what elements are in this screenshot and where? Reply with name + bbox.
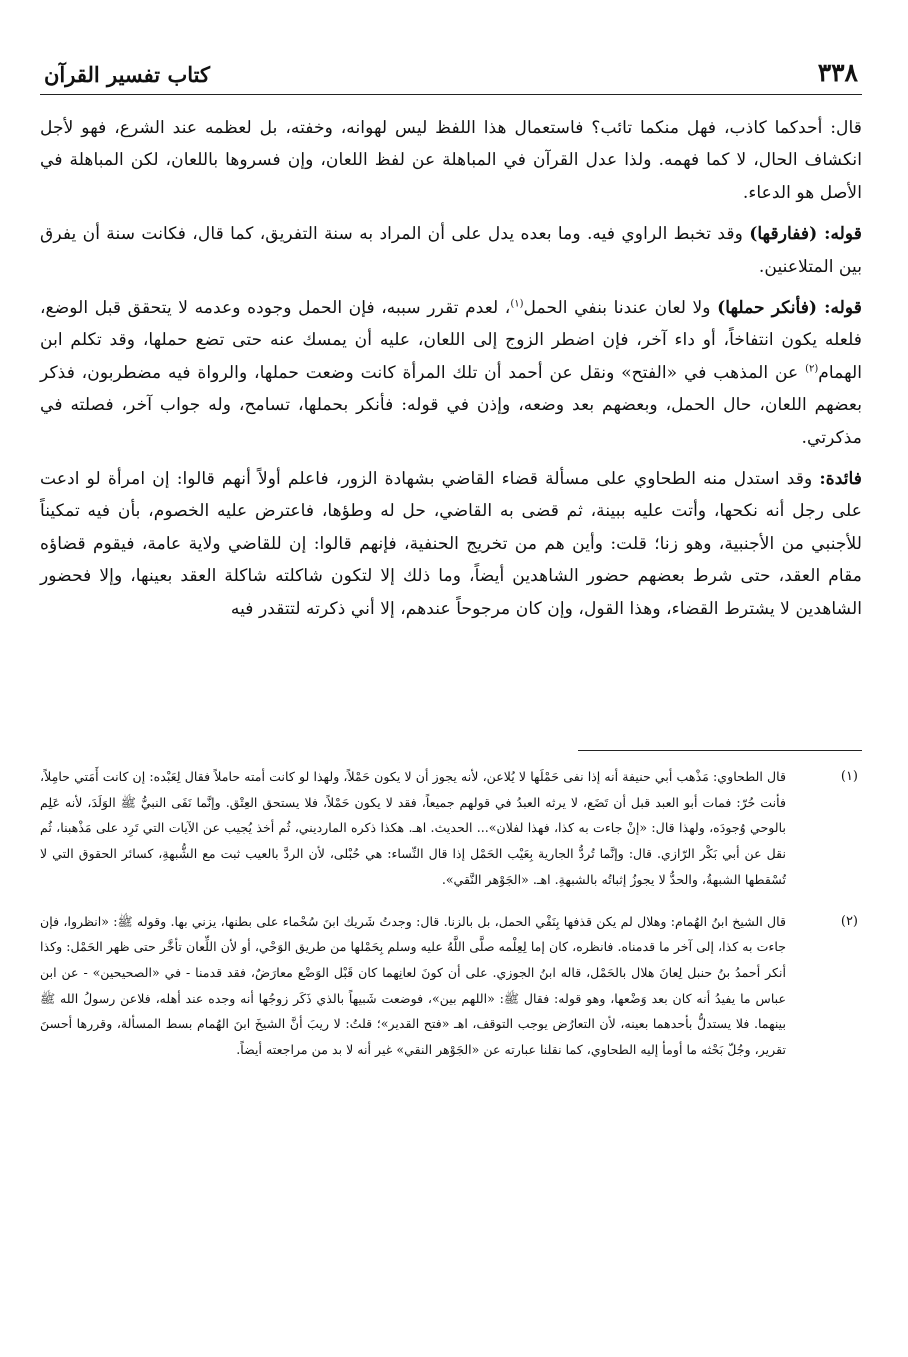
paragraph-lead: قوله: (ففارقها) <box>749 224 862 245</box>
footnote-separator <box>578 750 862 751</box>
footnotes <box>40 764 862 1079</box>
paragraph-3 <box>40 292 862 454</box>
paragraph-4 <box>40 463 862 625</box>
footnote-ref-1[interactable]: (١) <box>510 298 524 310</box>
paragraph-text: ولا لعان عندنا بنفي الحمل <box>523 298 718 319</box>
footnote-2 <box>40 909 862 1063</box>
main-text <box>40 112 862 634</box>
running-title: كتاب تفسير القرآن <box>44 62 210 87</box>
footnote-number: (١) <box>840 769 858 784</box>
book-page <box>40 0 862 1357</box>
paragraph-text: وقد استدل منه الطحاوي على مسألة قضاء القاضي بشهادة الزور، فاعلم أولاً أنهم قالوا: إن امرأة لو ادعت على رجل أنه نكحها، وأتت عليه ببينة، ثم قضى به القاضي، حل له وطؤها، فاعترض عليه الخصوم، بأن فيه تمكيناً للأجنبي من الأجنبية، وهو زنا؛ قلت: وأين هم من تخريج الحنفية، فإنهم قالوا: إن للقاضي ولاية عامة، فيقوم قضاؤه مقام العقد، حتى شرط بعضهم حضور الشاهدين أيضاً، وما ذلك إلا لتكون شاكلته شاكلة العقد بعينها، وإلا فحضور الشاهدين لا يشترط القضاء، وهذا القول، وإن كان مرجوحاً عندهم، إلا أني ذكرته لتتقدر فيه <box>40 469 862 619</box>
paragraph-lead: فائدة: <box>819 469 862 490</box>
footnote-1 <box>40 764 862 893</box>
paragraph-text: عن المذهب في «الفتح» ونقل عن أحمد أن تلك المرأة كانت وضعت حملها، والرواة فيه مضطربون، فذكر بعضهم اللعان، حال الحمل، وبعضهم بعد وضعه، وإذن في قوله: فأنكر بحملها، تسامح، وله جواب آخر، فصلته في مذكرتي. <box>40 362 862 448</box>
footnote-ref-2[interactable]: (٢) <box>805 363 819 375</box>
paragraph-1 <box>40 112 862 209</box>
paragraph-text: ، لعدم تقرر سببه، فإن الحمل وجوده وعدمه لا يتحقق قبل الوضع، فلعله يكون انتفاخاً، أو داء آخر، فإن اضطر الزوج إلى اللعان، عليه أن يمسك عنه حتى تضع حملها، وقد تكلم ابن الهمام <box>40 298 862 383</box>
paragraph-lead: قوله: (فأنكر حملها) <box>717 298 862 319</box>
footnote-number: (٢) <box>840 913 858 929</box>
page-header <box>40 52 862 95</box>
footnote-text: قال الطحاوي: مَذْهب أبي حنيفة أنه إذا نفى حَمْلَها لا يُلاعن، لأنه يجوز أن لا يكون حَمْلاً، ولهذا لو كانت أمته حاملاً فقال لِعَبْده: إن كانت أَمَتي حامِلاً، فأنت حُرّ: فمات أبو العبد قبل أن تَضَع، لا يرثه العبدُ في قولهم جميعاً، فقد لا يكون حَمْلاً، فلا يستحق العِتْق. وإنَّما نَفَى النبيُّ ﷺ الوَلَدَ، لأنه عَلِم بالوحي وُجودَه، ولهذا قال: «إنْ جاءت به كذا، فهذا لفلان»... الحديث. اهـ. هكذا ذكره المارديني، ثُم أخذ يُجيب عن الآيات التي تَرِد على مَذْهبنا، ثُم نقل عن أبي بَكْر الرّازي. قال: وإنَّما تُردُّ الجارية بِعَيْب الحَمْل إذا قال النِّساء: هي حُبْلى، لأن الردَّ بالعيب ثبت مع الشُّبهةِ، كسائر الحقوق التي لا تُسْقطها الشبهةُ، والحدُّ لا يجوزُ إثباتُه بالشبهةِ. اهـ. «الجَوْهر النَّقي». <box>40 769 786 887</box>
paragraph-2 <box>40 218 862 283</box>
footnote-text: قال الشيخ ابنُ الهُمام: وهلال لم يكن قذفها بِنَفْي الحمل، بل بالزنا. قال: وجدتُ شَريك ابنَ سُحْماء على بطنها، يزني بها. وقوله ﷺ: «انظروا، فإن جاءت به كذا، إلى آخر ما قدمناه. فانظره، كان إما لِعِلْمه صلَّى اللَّهُ عليه وسلم بِحَمْلها من طريق الوَحْي، أو لأن اللِّعان تأخَّر حتى ظهر الحَمْل: وكذا أنكر أحمدُ بنُ حنبل لِعانَ هلال بالحَمْل، قاله ابنُ الجوزي. على أن كونَ لعانِهما كان قَبْل الوَضْع معارَضٌ، فقد قدمنا - في «الصحيحين» - عن ابن عباس ما يفيدُ أنه كان بعد وَضْعها، وهو قوله: فقال ﷺ: «اللهم بين»، فوضعت شَبيهاً بالذي ذَكَر زوجُها أنه وجده عند أهله، فلاعن رسولُ الله ﷺ بينهما. فلا يستدلُّ بأحدهما بعينه، لأن التعارُض يوجب التوقف، اهـ «فتح القدير»؛ قلتُ: لا ريبَ أنَّ الشيخَ ابنَ الهُمام بسط المسألة، وقررها أحسنَ تقرير، وجُلّ بَحْثه ما أومأ إليه الطحاوي، كما نقلنا عبارته عن «الجَوْهر النقي» غير أنه لا بد من مراجعته أيضاً. <box>40 913 786 1058</box>
paragraph-text: قال: أحدكما كاذب، فهل منكما تائب؟ فاستعمال هذا اللفظ ليس لهوانه، وخفته، بل لعظمه عند الشرع، فهو لأجل انكشاف الحال، لا كما فهمه. ولذا عدل القرآن في المباهلة عن لفظ اللعان، وإن فسروها باللعان، لكن المباهلة في الأصل هو الدعاء. <box>40 118 862 203</box>
page-number: ٣٣٨ <box>817 58 858 87</box>
paragraph-text: وقد تخبط الراوي فيه. وما بعده يدل على أن المراد به سنة التفريق، كما قال، فكانت سنة أن يفرق بين المتلاعنين. <box>40 224 862 277</box>
